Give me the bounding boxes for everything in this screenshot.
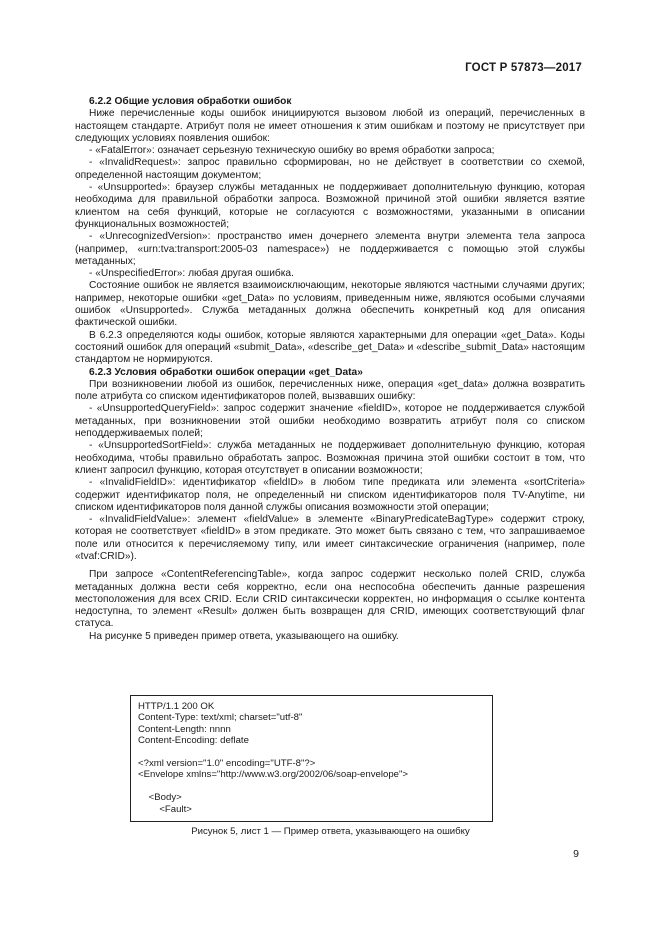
- paragraph: - «UnsupportedSortField»: служба метаданных не поддерживает дополнительную функцию, которая необходима, чтобы правильно обработать запрос. Возможная причина этой ошибки состоит в том, что клиент запросил функцию, которая отсутствует в описании возможности;: [75, 440, 585, 476]
- standard-header: ГОСТ Р 57873—2017: [465, 62, 582, 74]
- code-line: Content-Type: text/xml; charset="utf-8": [138, 712, 303, 724]
- code-line: HTTP/1.1 200 OK: [138, 701, 215, 712]
- paragraph: - «InvalidFieldValue»: элемент «fieldValue» в элементе «BinaryPredicateBagType» содержит строку, которая не соответствует «fieldID» в этом предикате. Это может быть связано с тем, что запрашиваемое поле или относится к перечисляемому типу, или имеет синтаксические ограничения (например, поле «tvaf:CRID»).: [75, 514, 585, 562]
- paragraph: - «InvalidRequest»: запрос правильно сформирован, но не действует в соответствии со схемой, определенной настоящим документом;: [75, 157, 585, 181]
- paragraph: В 6.2.3 определяются коды ошибок, которые являются характерными для операции «get_Data». Коды состояний ошибок для операций «submit_Data», «describe_get_Data» и «describe_submit_Data» настоящим стандартом не нормируются.: [75, 329, 585, 366]
- section-heading: 6.2.2 Общие условия обработки ошибок: [89, 96, 292, 107]
- code-line: Content-Encoding: deflate: [138, 735, 249, 747]
- paragraph: При запросе «ContentReferencingTable», когда запрос содержит несколько полей CRID, служба метаданных должна вести себя корректно, если она неспособна обеспечить данные разрешения местоположения для всех CRID. Если CRID синтаксически корректен, но информация о ссылке контента недоступна, то элемент «Result» должен быть возвращен для CRID, имеющих соответствующий флаг статуса.: [75, 569, 585, 630]
- code-blank-line: [138, 781, 485, 792]
- code-line: Content-Length: nnnn: [138, 723, 231, 735]
- section-heading: 6.2.3 Условия обработки ошибок операции «get_Data»: [89, 366, 363, 378]
- paragraph: При возникновении любой из ошибок, перечисленных ниже, операция «get_data» должна возвратить поле атрибута со списком идентификаторов полей, вызвавших ошибку:: [75, 378, 585, 403]
- code-line: <Fault>: [138, 803, 192, 815]
- paragraph: - «FatalError»: означает серьезную техническую ошибку во время обработки запроса;: [89, 145, 495, 157]
- paragraph: Ниже перечисленные коды ошибок инициируются вызовом любой из операций, перечисленных в настоящем стандарте. Атрибут поля не имеет отношения к этим ошибкам и поэтому не присутствует при следующих условиях появления ошибок:: [75, 108, 585, 144]
- code-blank-line: [138, 747, 485, 758]
- code-figure-box: [130, 695, 493, 822]
- paragraph: На рисунке 5 приведен пример ответа, указывающего на ошибку.: [89, 630, 399, 642]
- code-line: <?xml version="1.0" encoding="UTF-8"?>: [138, 758, 316, 770]
- paragraph: - «UnrecognizedVersion»: пространство имен дочернего элемента внутри элемента тела запроса (например, «urn:tva:transport:2005-03 namespace») не поддерживается с помощью этой службы метаданных;: [75, 231, 585, 267]
- paragraph: - «UnsupportedQueryField»: запрос содержит значение «fieldID», которое не поддерживается службой метаданных, при возникновении этой ошибки необходимо возвратить атрибут поля со списком неподдерживаемых полей;: [75, 403, 585, 440]
- figure-caption: Рисунок 5, лист 1 — Пример ответа, указывающего на ошибку: [191, 826, 470, 837]
- paragraph: - «InvalidFieldID»: идентификатор «fieldID» в любом типе предиката или элемента «sortCriteria» содержит идентификатор поля, не определенный ни списком идентификаторов поля TV-Anytime, ни списком идентификаторов поля данной службы описания возможности этой операции;: [75, 477, 585, 513]
- paragraph: Состояние ошибок не является взаимоисключающим, некоторые являются частными случаями других; например, некоторые ошибки «get_Data» по условиям, приведенным ниже, являются особыми случаями ошибок «Unsupported». Служба метаданных должна обеспечить конкретный код для описания фактической ошибки.: [75, 280, 585, 329]
- body-text: [75, 96, 585, 643]
- page-number: 9: [573, 848, 579, 860]
- paragraph: - «UnspecifiedError»: любая другая ошибка.: [89, 268, 294, 280]
- paragraph: - «Unsupported»: браузер службы метаданных не поддерживает дополнительную функцию, которая необходима для правильной обработки запроса. Возможной причиной этой ошибки является взятие клиентом на себя функций, которые не согласуются с возможностями, указанными в описании функциональных возможностей;: [75, 182, 585, 230]
- code-line: <Body>: [138, 792, 182, 804]
- code-line: <Envelope xmlns="http://www.w3.org/2002/06/soap-envelope">: [138, 769, 409, 781]
